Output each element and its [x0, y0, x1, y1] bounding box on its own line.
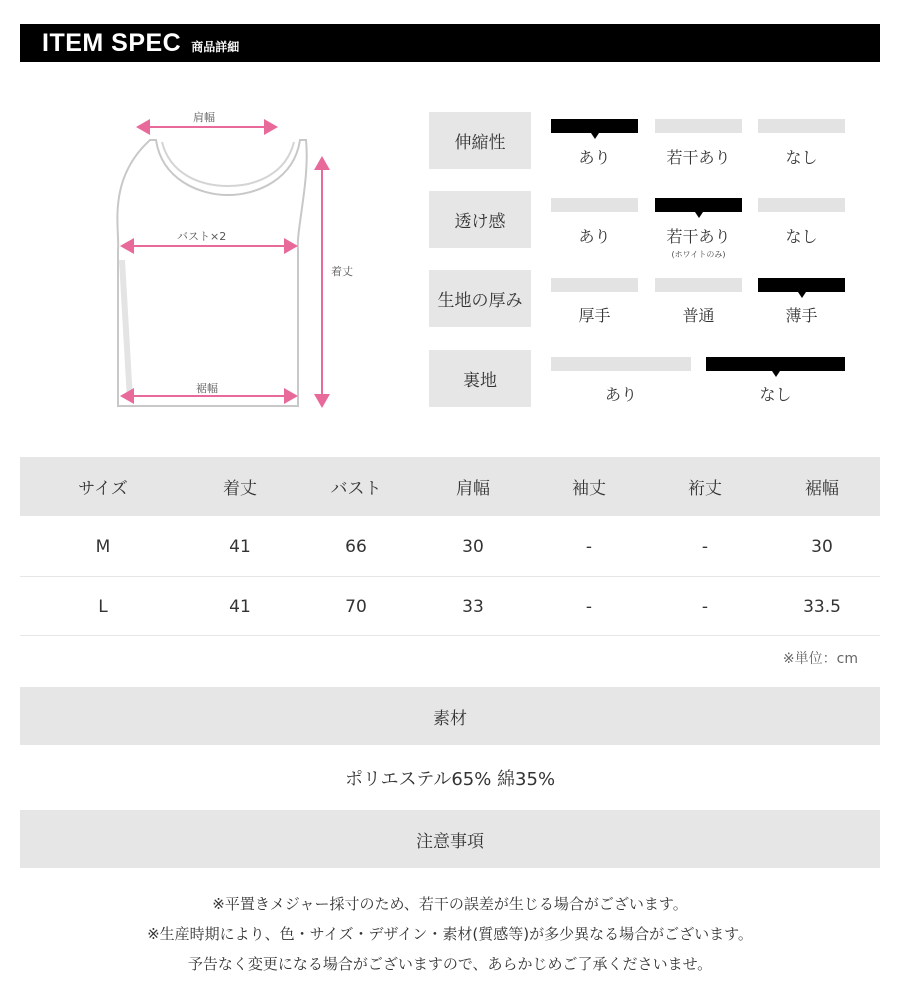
length-label: 着丈: [331, 265, 353, 278]
lining-bar-1: [551, 357, 691, 371]
sheer-option-2: 若干あり: [666, 227, 731, 246]
table-cell: L: [98, 597, 108, 617]
hem-label: 裾幅: [196, 382, 218, 395]
stretch-option-1: あり: [578, 148, 611, 167]
size-header-size: サイズ: [78, 479, 128, 499]
size-header-hem: 裾幅: [805, 479, 839, 499]
stretch-bar-3: [758, 119, 845, 133]
size-header-shoulder: 肩幅: [456, 479, 490, 499]
table-cell: -: [701, 537, 709, 557]
note-line: 予告なく変更になる場合がございますので、あらかじめご了承くださいませ。: [187, 955, 713, 973]
header-title: ITEM SPEC: [42, 28, 182, 57]
table-cell: M: [95, 537, 111, 557]
shoulder-label: 肩幅: [193, 111, 215, 124]
spec-label-thickness: 生地の厚み: [429, 270, 531, 327]
material-heading: 素材: [20, 687, 880, 745]
item-spec-header: [20, 24, 880, 62]
spec-label-stretch: 伸縮性: [429, 112, 531, 169]
lining-option-1: あり: [604, 385, 637, 404]
table-cell: 41: [229, 537, 251, 557]
tank-top-illustration: [100, 100, 380, 420]
header-subtitle: 商品詳細: [191, 39, 240, 54]
size-header-yuki: 裄丈: [688, 479, 722, 499]
thickness-bar-2: [655, 278, 742, 292]
table-cell: 30: [462, 537, 484, 557]
thickness-option-3: 薄手: [785, 306, 818, 325]
sheer-bar-1: [551, 198, 638, 212]
sheer-option-note: (ホワイトのみ): [671, 250, 726, 259]
thickness-bar-1: [551, 278, 638, 292]
size-header-length: 着丈: [223, 479, 257, 499]
row-divider: [20, 576, 880, 577]
note-line: ※生産時期により、色・サイズ・デザイン・素材(質感等)が多少異なる場合がございます。: [147, 925, 753, 943]
sheer-bar-2: [655, 198, 742, 212]
stretch-bar-1: [551, 119, 638, 133]
garment-diagram: [100, 100, 380, 420]
bust-label: バスト×2: [177, 230, 227, 243]
notes-heading: 注意事項: [20, 810, 880, 868]
note-line: ※平置きメジャー採寸のため、若干の誤差が生じる場合がございます。: [212, 895, 688, 913]
stretch-option-3: なし: [785, 148, 818, 167]
table-cell: -: [585, 597, 593, 617]
table-cell: 41: [229, 597, 251, 617]
row-divider: [20, 635, 880, 636]
size-header-sleeve: 袖丈: [572, 479, 606, 499]
tank-top-neckline: [162, 142, 294, 186]
spec-label-sheerness: 透け感: [429, 191, 531, 248]
table-cell: 66: [345, 537, 367, 557]
table-cell: 33.5: [803, 597, 841, 617]
table-cell: 33: [462, 597, 484, 617]
tank-top-outline: [117, 140, 306, 406]
lining-option-2: なし: [759, 385, 792, 404]
thickness-option-1: 厚手: [578, 306, 611, 325]
sheer-option-3: なし: [785, 227, 818, 246]
thickness-bar-3: [758, 278, 845, 292]
stretch-option-2: 若干あり: [666, 148, 731, 167]
stretch-bar-2: [655, 119, 742, 133]
unit-note: ※単位：cm: [782, 651, 858, 667]
sheer-bar-3: [758, 198, 845, 212]
table-cell: 30: [811, 537, 833, 557]
material-value: ポリエステル65% 綿35%: [344, 769, 556, 790]
sheer-option-1: あり: [578, 227, 611, 246]
thickness-option-2: 普通: [682, 306, 715, 325]
spec-label-lining: 裏地: [429, 350, 531, 407]
table-cell: -: [701, 597, 709, 617]
lining-bar-2: [706, 357, 845, 371]
table-cell: -: [585, 537, 593, 557]
table-cell: 70: [345, 597, 367, 617]
size-header-bust: バスト: [330, 479, 382, 499]
